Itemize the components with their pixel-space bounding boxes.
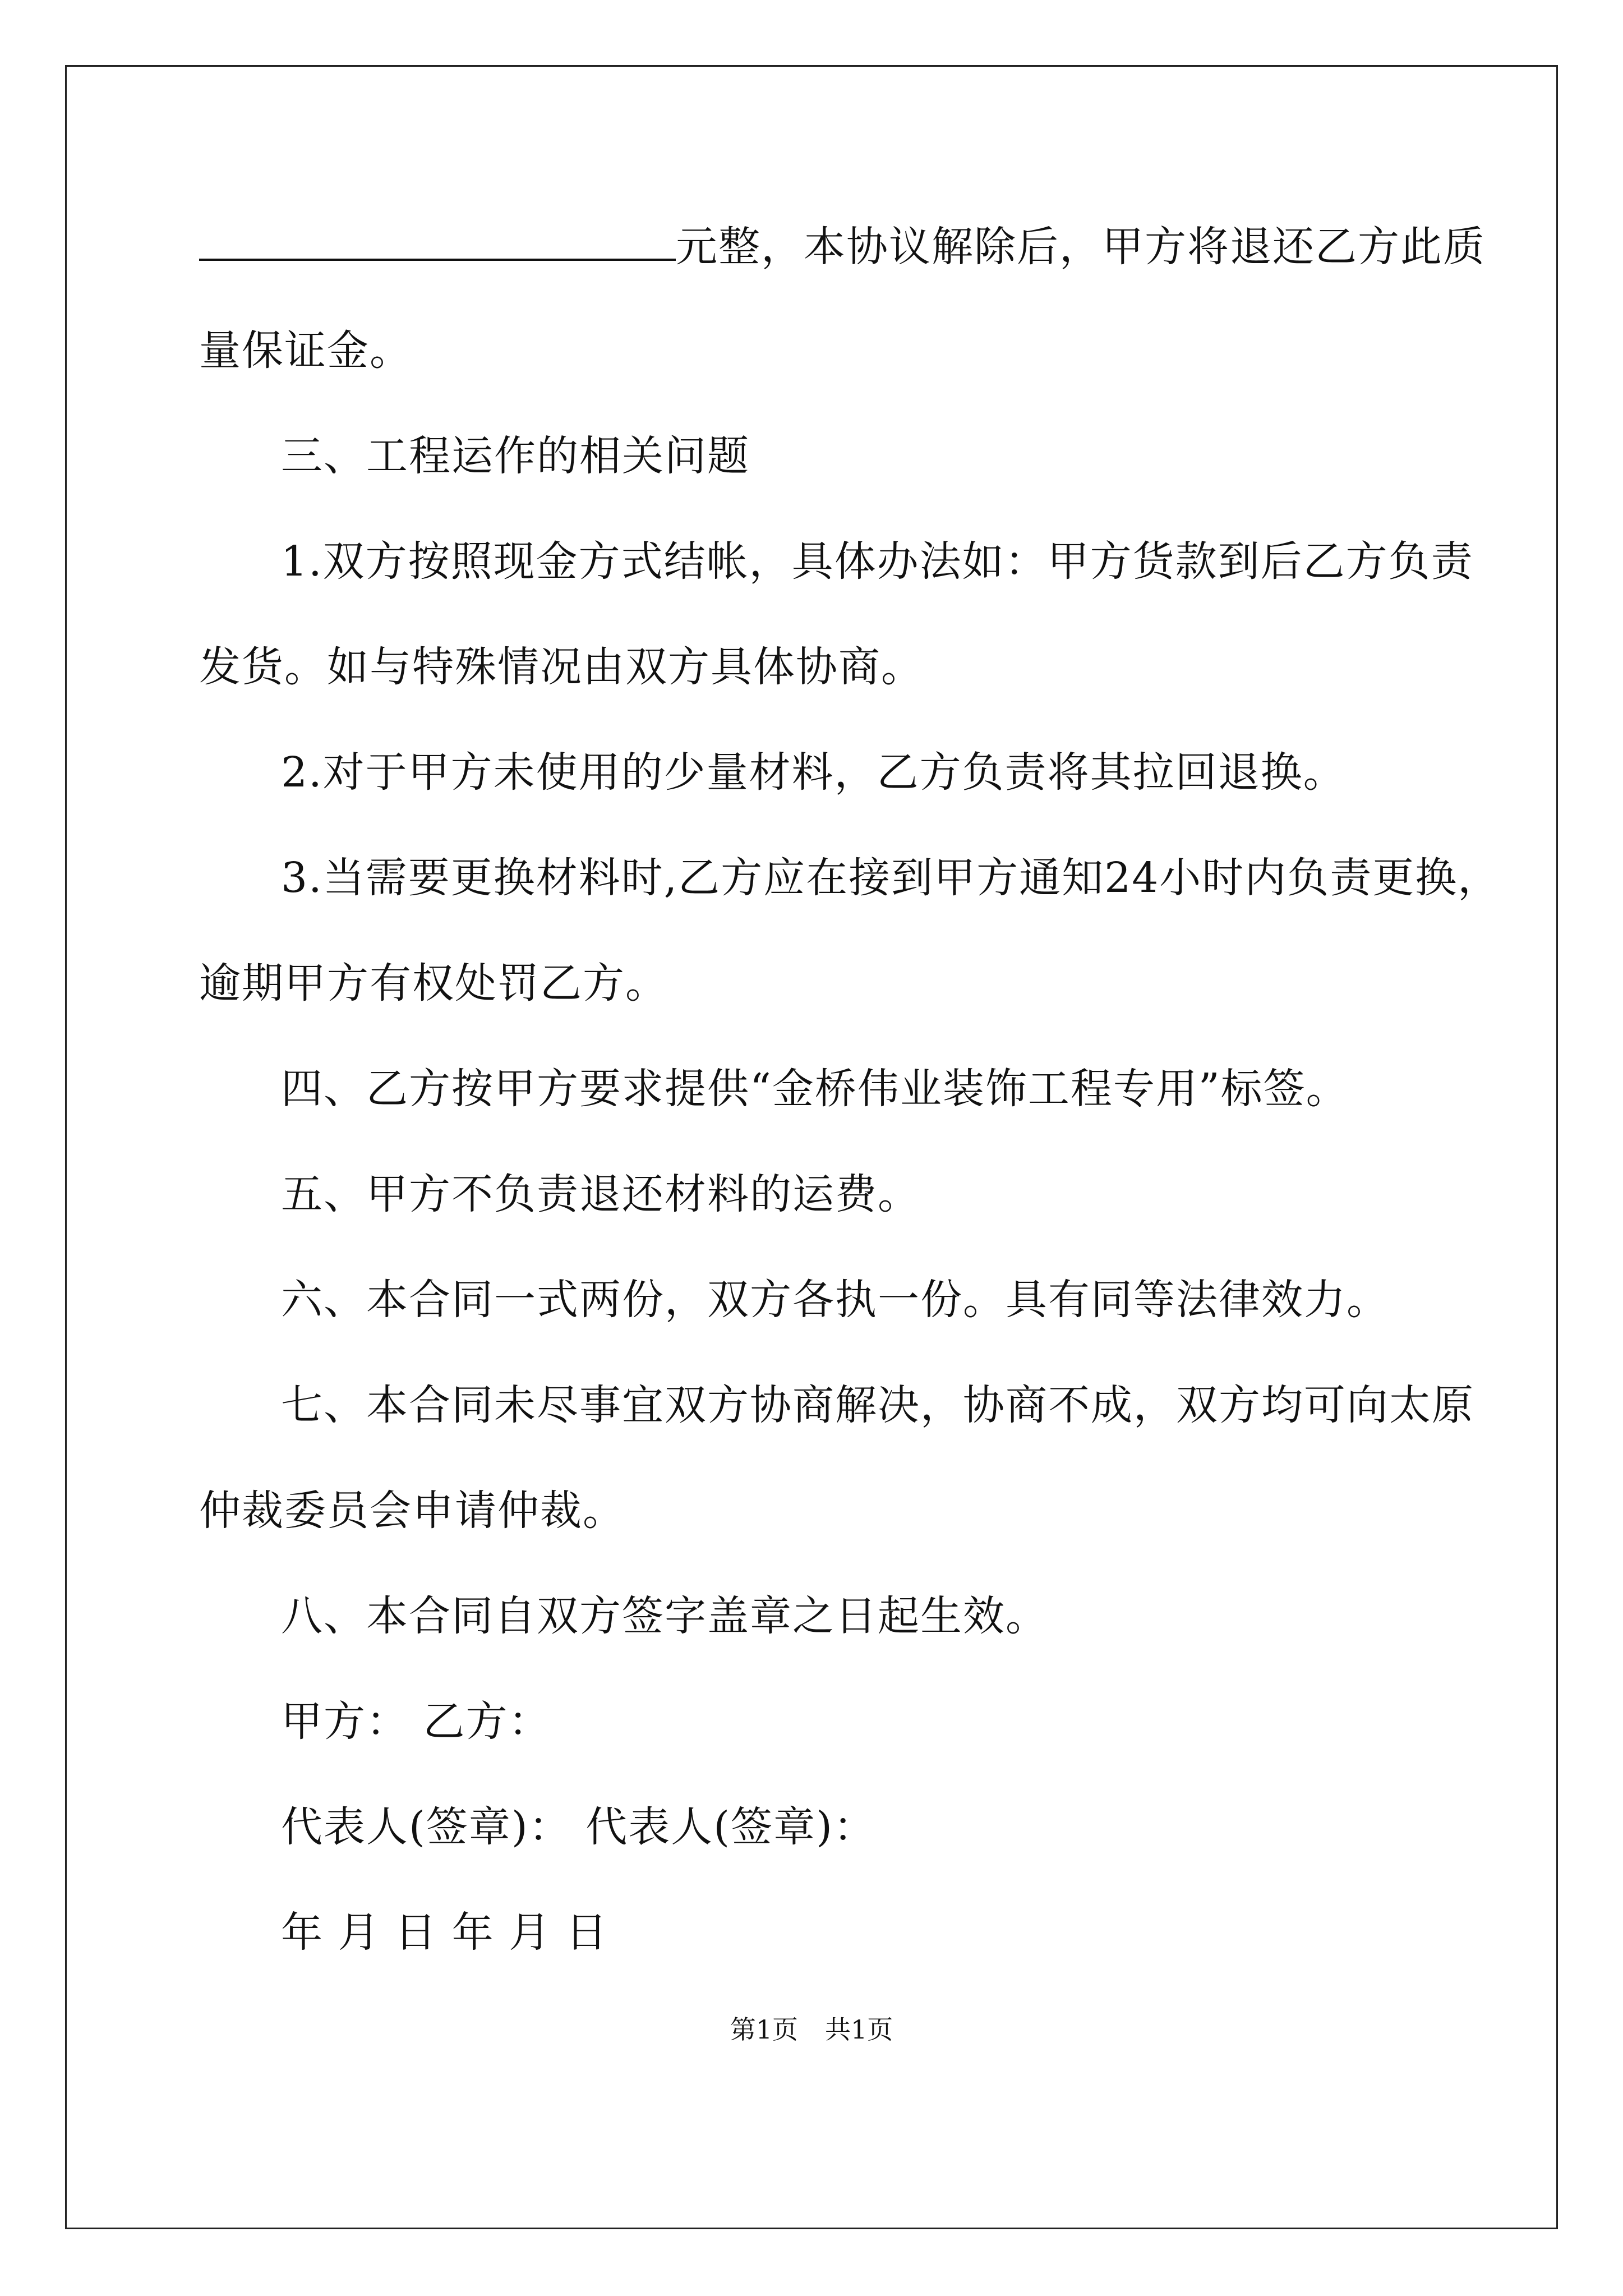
section-heading: 四、乙方按甲方要求提供“金桥伟业装饰工程专用”标签。 <box>281 1065 1349 1113</box>
paragraph-line: 2.对于甲方未使用的少量材料，乙方负责将其拉回退换。 <box>281 748 1346 797</box>
paragraph-line: 1.双方按照现金方式结帐，具体办法如：甲方货款到后乙方负责 <box>281 537 1474 586</box>
paragraph-line: 量保证金。 <box>199 326 412 375</box>
paragraph-line: 逾期甲方有权处罚乙方。 <box>199 959 668 1007</box>
section-heading: 七、本合同未尽事宜双方协商解决，协商不成，双方均可向太原 <box>281 1381 1474 1429</box>
paragraph-line <box>199 216 1486 275</box>
signature-date-line: 年 月 日 年 月 日 <box>281 1908 608 1957</box>
paragraph-text: 元整，本协议解除后，甲方将退还乙方此质 <box>676 223 1486 271</box>
paragraph-line: 仲裁委员会申请仲裁。 <box>199 1487 625 1535</box>
amount-blank <box>199 216 676 261</box>
signature-representative-line: 代表人(签章)： 代表人(签章)： <box>281 1803 877 1851</box>
document-body <box>199 216 1501 1962</box>
section-heading: 八、本合同自双方签字盖章之日起生效。 <box>281 1592 1048 1640</box>
signature-party-line: 甲方： 乙方： <box>281 1697 551 1746</box>
section-heading: 三、工程运作的相关问题 <box>281 432 750 480</box>
page-number-current: 第1页 <box>730 2014 798 2045</box>
section-heading: 五、甲方不负责退还材料的运费。 <box>281 1170 920 1218</box>
page-number-total: 共1页 <box>825 2014 893 2045</box>
paragraph-line: 发货。如与特殊情况由双方具体协商。 <box>199 643 924 691</box>
paragraph-line: 3.当需要更换材料时,乙方应在接到甲方通知24小时内负责更换， <box>281 854 1501 902</box>
section-heading: 六、本合同一式两份，双方各执一份。具有同等法律效力。 <box>281 1276 1389 1324</box>
page-footer <box>0 2014 1623 2045</box>
